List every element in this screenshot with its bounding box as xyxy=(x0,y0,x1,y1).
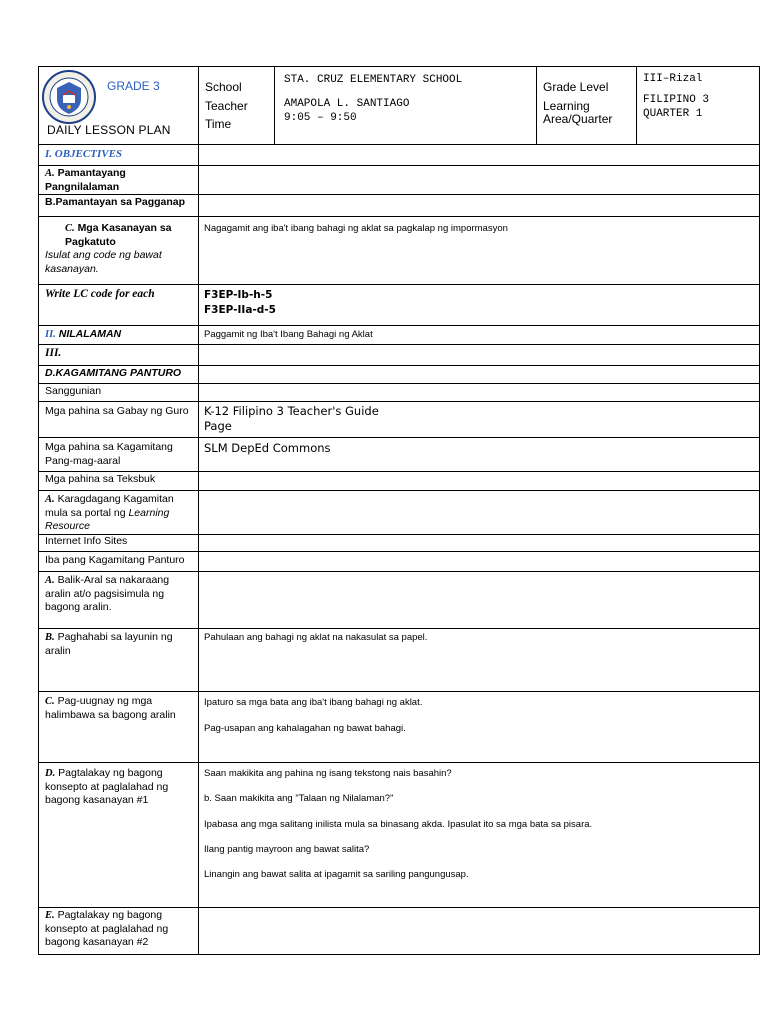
row-divider xyxy=(39,284,759,285)
header-divider xyxy=(636,67,637,144)
time-value: 9:05 – 9:50 xyxy=(284,112,357,124)
iba-pang-label: Iba pang Kagamitang Panturo xyxy=(45,554,185,566)
row-divider xyxy=(39,365,759,366)
row-divider xyxy=(39,437,759,438)
learning-area-label: Area/Quarter xyxy=(543,112,613,126)
sanggunian-label: Sanggunian xyxy=(45,385,102,397)
pagtalakay-1-content-3: Ipabasa ang mga salitang inilista mula sa binasang akda. Ipasulat ito sa mga bata sa pisara. xyxy=(204,819,593,830)
pagtalakay-2-label: E. Pagtalakay ng bagong konsepto at paglalahad ng bagong kasanayan #2 xyxy=(45,909,169,948)
nilalaman-label: II. NILALAMAN xyxy=(45,328,122,340)
header-divider xyxy=(536,67,537,144)
pagtalakay-1-content-2: b. Saan makikita ang "Talaan ng Nilalaman?" xyxy=(204,793,394,804)
row-divider xyxy=(39,551,759,552)
pag-uugnay-content-2: Pag-usapan ang kahalagahan ng bawat bahagi. xyxy=(204,723,406,734)
plan-title: DAILY LESSON PLAN xyxy=(47,123,171,137)
grade-level-value: III–Rizal xyxy=(643,73,703,85)
kasanayan-note: Isulat ang code ng bawat kasanayan. xyxy=(45,249,162,275)
pagtalakay-1-content-4: Ilang pantig mayroon ang bawat salita? xyxy=(204,844,370,855)
grade-brand: GRADE 3 xyxy=(107,79,160,93)
objectives-heading: I. OBJECTIVES xyxy=(45,148,123,160)
kagamitang-mag-aaral-content: SLM DepEd Commons xyxy=(204,441,331,455)
row-divider xyxy=(39,571,759,572)
row-divider xyxy=(39,490,759,491)
row-divider xyxy=(39,383,759,384)
nilalaman-content: Paggamit ng Iba't Ibang Bahagi ng Aklat xyxy=(204,329,373,340)
kasanayan-content: Nagagamit ang iba't ibang bahagi ng aklat sa pagkalap ng impormasyon xyxy=(204,223,508,234)
pagtalakay-1-content-5: Linangin ang bawat salita at ipagamit sa sariling pangungusap. xyxy=(204,869,469,880)
kasanayan-label: C. Mga Kasanayan sa Pagkatuto xyxy=(65,222,172,248)
header-table xyxy=(38,66,760,145)
section-iii: III. xyxy=(45,347,62,359)
row-divider xyxy=(39,471,759,472)
header-divider xyxy=(198,67,199,144)
row-divider xyxy=(39,194,759,195)
header-divider xyxy=(274,67,275,144)
row-divider xyxy=(39,628,759,629)
row-divider xyxy=(39,325,759,326)
grade-level-label: Grade Level xyxy=(543,80,609,94)
kagamitang-mag-aaral-label: Mga pahina sa Kagamitang Pang-mag-aaral xyxy=(45,441,173,467)
deped-seal-icon xyxy=(41,69,97,125)
time-label: Time xyxy=(205,117,232,131)
karagdagang-label: A. Karagdagang Kagamitan mula sa portal ng Learning Resource xyxy=(45,493,174,532)
row-divider xyxy=(39,762,759,763)
learning-area-value: QUARTER 1 xyxy=(643,108,703,120)
pagtalakay-1-label: D. Pagtalakay ng bagong konsepto at paglalahad ng bagong kasanayan #1 xyxy=(45,767,169,806)
row-divider xyxy=(39,216,759,217)
row-divider xyxy=(39,691,759,692)
learning-area-label: Learning xyxy=(543,99,590,113)
balik-aral-label: A. Balik-Aral sa nakaraang aralin at/o pagsisimula ng bagong aralin. xyxy=(45,574,170,613)
learning-area-value: FILIPINO 3 xyxy=(643,94,710,106)
paghahabi-label: B. Paghahabi sa layunin ng aralin xyxy=(45,631,173,657)
pag-uugnay-label: C. Pag-uugnay ng mga halimbawa sa bagong aralin xyxy=(45,695,176,721)
row-divider xyxy=(39,907,759,908)
internet-label: Internet Info Sites xyxy=(45,535,128,547)
pagganap-label: B.Pamantayan sa Pagganap xyxy=(45,196,186,208)
paghahabi-content: Pahulaan ang bahagi ng aklat na nakasulat sa papel. xyxy=(204,632,428,643)
row-divider xyxy=(39,401,759,402)
gabay-content-1: K-12 Filipino 3 Teacher's Guide xyxy=(204,404,379,418)
gabay-content-2: Page xyxy=(204,419,232,433)
lc-code-label: Write LC code for each xyxy=(45,288,155,300)
school-label: School xyxy=(205,80,242,94)
column-divider xyxy=(198,145,199,954)
teacher-label: Teacher xyxy=(205,99,248,113)
row-divider xyxy=(39,165,759,166)
row-divider xyxy=(39,344,759,345)
pamantayang-label: A. Pamantayang Pangnilalaman xyxy=(45,167,126,193)
pagtalakay-1-content-1: Saan makikita ang pahina ng isang tekstong nais basahin? xyxy=(204,768,452,779)
school-value: STA. CRUZ ELEMENTARY SCHOOL xyxy=(284,74,463,86)
teksbuk-label: Mga pahina sa Teksbuk xyxy=(45,473,156,485)
gabay-label: Mga pahina sa Gabay ng Guro xyxy=(45,405,189,417)
kagamitang-label: D.KAGAMITANG PANTURO xyxy=(45,367,182,379)
lc-code-2: F3EP-IIa-d-5 xyxy=(204,304,276,316)
pag-uugnay-content-1: Ipaturo sa mga bata ang iba't ibang bahagi ng aklat. xyxy=(204,697,423,708)
lc-code-1: F3EP-Ib-h-5 xyxy=(204,289,273,301)
teacher-value: AMAPOLA L. SANTIAGO xyxy=(284,98,410,110)
lesson-table xyxy=(38,145,760,955)
